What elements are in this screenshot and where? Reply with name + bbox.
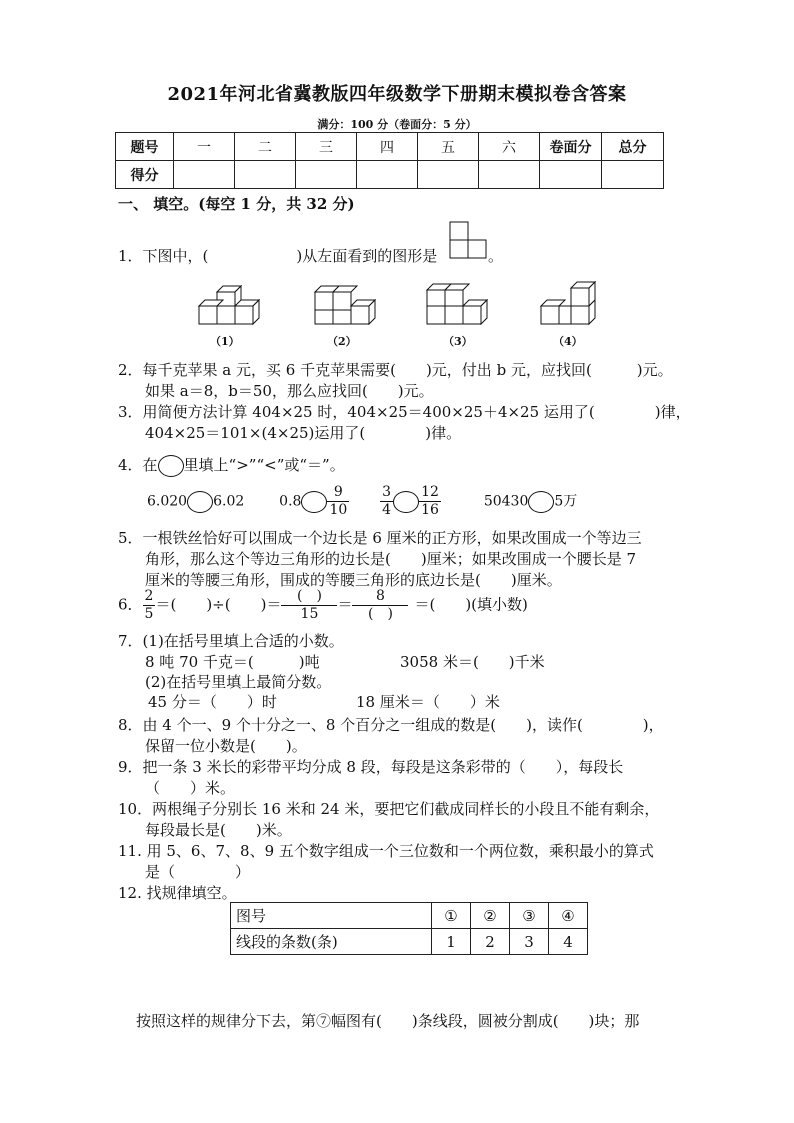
page-subtitle: 满分：100 分（卷面分：5 分） [317,118,477,131]
score-header-cell: 二 [235,133,296,161]
table-cell: 线段的条数(条) [231,929,432,955]
table-cell: 2 [471,929,510,955]
score-row-label: 得分 [116,161,174,189]
q4-text: 里填上“>”“<”或“＝”。 [183,456,345,474]
score-cell[interactable] [174,161,235,189]
question-12-tail: 按照这样的规律分下去，第⑦幅图有( )条线段，圆被分割成( )块；那 [136,1012,640,1030]
cube-figure-2-icon [315,286,375,324]
table-cell: ① [432,903,471,929]
page-title: 2021年河北省冀教版四年级数学下册期末模拟卷含答案 [167,84,627,105]
compare-circle-icon [158,455,184,477]
table-cell: ④ [549,903,588,929]
score-table-score-row [116,161,664,189]
table-cell: ② [471,903,510,929]
score-header-cell: 三 [296,133,357,161]
q6-text: ＝( )(填小数) [414,595,528,614]
score-header-cell: 一 [174,133,235,161]
section-1-heading: 一、 填空。(每空 1 分，共 32 分) [118,195,355,213]
fraction: $\frac{3}{4}$ [382,484,392,518]
question-1 [118,245,437,266]
question-5-line: 5．一根铁丝恰好可以围成一个边长是 6 厘米的正方形，如果改围成一个等边三 [118,529,642,547]
compare-value: 50430 [483,493,529,510]
score-cell[interactable] [602,161,664,189]
cube-label: （3） [443,335,473,348]
pattern-table [230,902,588,955]
question-8-line: 8．由 4 个一、9 个十分之一、8 个百分之一组成的数是( )，读作( )， [118,716,664,734]
question-10-line: 每段最长是( )米。 [145,821,292,839]
question-9-line: （ ）米。 [145,779,236,797]
compare-value: 5万 [554,493,578,510]
q1-period: 。 [488,247,504,265]
cube-figure-1-icon [199,286,259,324]
q1-text: )从左面看到的图形是 [296,247,438,265]
score-table [115,132,664,189]
score-header-cell: 四 [357,133,418,161]
compare-circle[interactable] [528,491,554,513]
compare-circle[interactable] [393,491,419,513]
question-5-line: 厘米的等腰三角形，围成的等腰三角形的底边长是( )厘米。 [145,571,562,589]
score-header-cell: 题号 [116,133,174,161]
question-11-line: 11. 用 5、6、7、8、9 五个数字组成一个三位数和一个两位数，乘积最小的算式 [118,842,654,860]
table-row [231,929,588,955]
score-header-cell: 五 [418,133,479,161]
score-cell[interactable] [479,161,540,189]
question-9-line: 9．把一条 3 米长的彩带平均分成 8 段，每段是这条彩带的（ ），每段长 [118,758,624,776]
fraction: $\frac{12}{16}$ [421,484,439,518]
score-cell[interactable] [296,161,357,189]
q1-text: 1．下图中，( [118,247,209,265]
fraction: ( ) 15 [281,588,337,623]
table-cell: 图号 [231,903,432,929]
question-4 [118,454,345,477]
question-7-line: 7．(1)在括号里填上合适的小数。 [118,632,344,650]
q7-item: 45 分＝（ ）时 [148,693,277,711]
table-cell: 1 [432,929,471,955]
left-view-shape-icon [449,221,491,261]
question-10-line: 10．两根绳子分别长 16 米和 24 米，要把它们截成同样长的小段且不能有剩余， [118,800,660,818]
score-table-header-row [116,133,664,161]
score-cell[interactable] [235,161,296,189]
question-8-line: 保留一位小数是( )。 [145,737,307,755]
question-2-line: 2．每千克苹果 a 元，买 6 千克苹果需要( )元，付出 b 元，应找回( )元。 [118,361,673,379]
question-12-line: 12. 找规律填空。 [118,884,237,902]
table-row [231,903,588,929]
q4-compare-row [147,484,577,519]
score-header-cell: 六 [479,133,540,161]
table-cell: 3 [510,929,549,955]
question-6 [118,588,528,623]
q6-text: ＝( )÷( )＝ [155,595,282,614]
question-2-line: 如果 a＝8，b＝50，那么应找回( )元。 [145,382,434,400]
table-cell: 4 [549,929,588,955]
cube-label: （1） [210,335,240,348]
table-cell: ③ [510,903,549,929]
question-7-line: (2)在括号里填上最简分数。 [145,673,332,691]
compare-circle[interactable] [301,491,327,513]
score-header-cell: 总分 [602,133,664,161]
fraction: $\frac{2}{5}$ [144,588,154,622]
question-5-line: 角形，那么这个等边三角形的边长是( )厘米；如果改围成一个腰长是 7 [145,550,637,568]
score-cell[interactable] [540,161,602,189]
q6-text: ＝ [337,595,353,614]
question-3-line: 404×25＝101×(4×25)运用了( )律。 [145,424,462,442]
cube-label: （4） [553,335,583,348]
score-header-cell: 卷面分 [540,133,602,161]
q7-item: 3058 米＝( )千米 [400,653,545,671]
cube-label: （2） [327,335,357,348]
compare-value: 6.02 [213,493,245,510]
question-3-line: 3．用简便方法计算 404×25 时，404×25＝400×25＋4×25 运用了( )律， [118,403,691,421]
score-cell[interactable] [357,161,418,189]
fraction: 8 ( ) [352,588,408,623]
compare-circle[interactable] [187,491,213,513]
cube-figure-4-icon [541,282,595,324]
compare-value: 0.8 [279,493,302,510]
cube-figure-3-icon [427,284,487,324]
score-cell[interactable] [418,161,479,189]
q4-text: 4．在 [118,456,158,474]
q7-item: 18 厘米＝（ ）米 [356,693,500,711]
q7-item: 8 吨 70 千克＝( )吨 [145,653,320,671]
question-11-line: 是（ ） [145,863,251,881]
q6-number: 6． [118,595,143,614]
compare-value: 6.020 [147,493,188,510]
fraction: $\frac{9}{10}$ [329,484,348,518]
cube-figures [193,280,673,330]
